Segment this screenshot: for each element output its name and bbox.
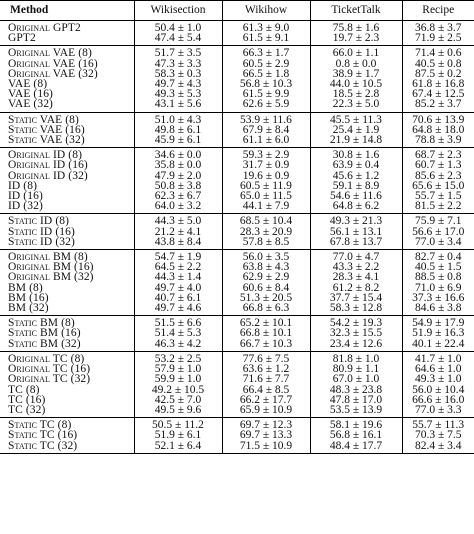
score-cell: 70.6 ± 13.9: [402, 112, 474, 125]
score-cell: 64.5 ± 2.2: [134, 262, 222, 272]
score-cell: 21.9 ± 14.8: [310, 135, 402, 148]
score-cell: 46.3 ± 4.2: [134, 339, 222, 352]
table-row: [0, 148, 474, 161]
table-row: [0, 69, 474, 79]
table-row: [0, 89, 474, 99]
table-row: [0, 171, 474, 181]
score-cell: 64.8 ± 6.2: [310, 201, 402, 214]
score-cell: 43.3 ± 2.2: [310, 262, 402, 272]
table-row: [0, 33, 474, 46]
table-row: [0, 237, 474, 250]
score-cell: 56.0 ± 10.4: [402, 385, 474, 395]
score-cell: 58.1 ± 19.6: [310, 418, 402, 431]
method-cell: Original BM (16): [8, 262, 94, 273]
score-cell: 70.3 ± 7.5: [402, 430, 474, 440]
score-cell: 38.9 ± 1.7: [310, 69, 402, 79]
score-cell: 60.7 ± 1.3: [402, 160, 474, 170]
score-cell: 54.9 ± 17.9: [402, 316, 474, 329]
table-body: [0, 21, 474, 454]
method-cell: Original ID (32): [8, 170, 88, 181]
method-prefix: Original: [8, 374, 50, 385]
table-row: [0, 272, 474, 282]
score-cell: 84.6 ± 3.8: [402, 303, 474, 316]
score-cell: 75.8 ± 1.6: [310, 21, 402, 34]
method-prefix: Original: [8, 364, 50, 375]
score-cell: 43.1 ± 5.6: [134, 99, 222, 112]
table-row: [0, 125, 474, 135]
score-cell: 59.9 ± 1.0: [134, 374, 222, 384]
score-cell: 34.6 ± 0.0: [134, 148, 222, 161]
score-cell: 85.2 ± 3.7: [402, 99, 474, 112]
score-cell: 50.8 ± 3.8: [134, 181, 222, 191]
table-row: [0, 385, 474, 395]
score-cell: 66.8 ± 10.1: [222, 328, 310, 338]
score-cell: 37.3 ± 16.6: [402, 293, 474, 303]
score-cell: 51.9 ± 6.1: [134, 430, 222, 440]
score-cell: 36.8 ± 3.7: [402, 21, 474, 34]
method-cell: BM (16): [8, 292, 49, 304]
method-cell: Original VAE (8): [0, 46, 134, 59]
score-cell: 56.8 ± 10.3: [222, 79, 310, 89]
method-cell: Static ID (8): [0, 214, 134, 227]
score-cell: 44.0 ± 10.5: [310, 79, 402, 89]
method-cell: Static ID (32): [8, 236, 75, 248]
table-row: [0, 364, 474, 374]
score-cell: 40.5 ± 1.5: [402, 262, 474, 272]
score-cell: 82.7 ± 0.4: [402, 250, 474, 263]
score-cell: 0.8 ± 0.0: [310, 59, 402, 69]
method-cell: VAE (32): [8, 99, 53, 111]
score-cell: 53.9 ± 11.6: [222, 112, 310, 125]
score-cell: 58.3 ± 0.3: [134, 69, 222, 79]
score-cell: 65.0 ± 11.5: [222, 191, 310, 201]
score-cell: 61.2 ± 8.2: [310, 283, 402, 293]
method-prefix: Static: [8, 226, 38, 237]
score-cell: 54.2 ± 19.3: [310, 316, 402, 329]
method-cell: Original ID (8): [0, 148, 134, 161]
score-cell: 77.0 ± 3.4: [402, 237, 474, 250]
score-cell: 18.5 ± 2.8: [310, 89, 402, 99]
method-cell: BM (8): [8, 282, 43, 293]
score-cell: 22.3 ± 5.0: [310, 99, 402, 112]
method-prefix: Original: [8, 170, 50, 181]
method-cell: Static TC (16): [8, 430, 78, 441]
method-prefix: Static: [8, 135, 38, 147]
table-row: [0, 374, 474, 384]
method-cell: Static BM (8): [0, 316, 134, 329]
header-row: [0, 1, 474, 21]
method-prefix: Original: [8, 58, 50, 69]
score-cell: 71.9 ± 2.5: [402, 33, 474, 46]
score-cell: 61.5 ± 9.1: [222, 33, 310, 46]
method-prefix: Static: [8, 113, 38, 125]
score-cell: 23.4 ± 12.6: [310, 339, 402, 352]
score-cell: 54.6 ± 11.6: [310, 191, 402, 201]
score-cell: 40.7 ± 6.1: [134, 293, 222, 303]
score-cell: 51.9 ± 16.3: [402, 328, 474, 338]
method-cell: Original VAE (16): [8, 58, 98, 69]
table-row: [0, 316, 474, 329]
score-cell: 58.3 ± 12.8: [310, 303, 402, 316]
score-cell: 21.2 ± 4.1: [134, 227, 222, 237]
score-cell: 62.6 ± 5.9: [222, 99, 310, 112]
score-cell: 71.6 ± 7.7: [222, 374, 310, 384]
score-cell: 61.5 ± 9.9: [222, 89, 310, 99]
score-cell: 65.6 ± 15.0: [402, 181, 474, 191]
score-cell: 60.6 ± 8.4: [222, 283, 310, 293]
score-cell: 19.6 ± 0.9: [222, 171, 310, 181]
score-cell: 40.5 ± 0.8: [402, 59, 474, 69]
method-cell: Original ID (16): [8, 160, 88, 171]
score-cell: 25.4 ± 1.9: [310, 125, 402, 135]
score-cell: 56.0 ± 3.5: [222, 250, 310, 263]
score-cell: 47.9 ± 2.0: [134, 171, 222, 181]
score-cell: 81.8 ± 1.0: [310, 351, 402, 364]
score-cell: 32.3 ± 15.5: [310, 328, 402, 338]
score-cell: 71.0 ± 6.9: [402, 283, 474, 293]
score-cell: 69.7 ± 13.3: [222, 430, 310, 440]
score-cell: 49.7 ± 4.3: [134, 79, 222, 89]
score-cell: 75.9 ± 7.1: [402, 214, 474, 227]
method-prefix: Static: [8, 215, 38, 227]
score-cell: 57.8 ± 8.5: [222, 237, 310, 250]
score-cell: 51.4 ± 5.3: [134, 328, 222, 338]
table-row: [0, 441, 474, 454]
method-cell: Original TC (8): [0, 351, 134, 364]
method-prefix: Static: [8, 430, 38, 441]
table-row: [0, 262, 474, 272]
method-cell: Original TC (16): [8, 364, 91, 375]
method-cell: TC (8): [8, 384, 40, 395]
score-cell: 63.8 ± 4.3: [222, 262, 310, 272]
score-cell: 77.6 ± 7.5: [222, 351, 310, 364]
score-cell: 37.7 ± 15.4: [310, 293, 402, 303]
score-cell: 49.2 ± 10.5: [134, 385, 222, 395]
score-cell: 63.6 ± 1.2: [222, 364, 310, 374]
method-prefix: Original: [8, 160, 50, 171]
score-cell: 45.9 ± 6.1: [134, 135, 222, 148]
table-row: [0, 227, 474, 237]
method-cell: Static VAE (16): [8, 124, 85, 136]
score-cell: 78.8 ± 3.9: [402, 135, 474, 148]
score-cell: 50.4 ± 1.0: [134, 21, 222, 34]
method-cell: TC (32): [8, 404, 46, 416]
method-cell: ID (16): [8, 191, 43, 202]
score-cell: 63.9 ± 0.4: [310, 160, 402, 170]
score-cell: 55.7 ± 1.5: [402, 191, 474, 201]
method-cell: Original BM (8): [0, 250, 134, 263]
score-cell: 66.7 ± 10.3: [222, 339, 310, 352]
header-recipe: Recipe: [402, 1, 474, 21]
score-cell: 44.1 ± 7.9: [222, 201, 310, 214]
score-cell: 65.2 ± 10.1: [222, 316, 310, 329]
method-prefix: Original: [8, 149, 50, 161]
score-cell: 48.4 ± 17.7: [310, 441, 402, 454]
table-row: [0, 214, 474, 227]
score-cell: 30.8 ± 1.6: [310, 148, 402, 161]
table-row: [0, 99, 474, 112]
method-prefix: Original: [8, 22, 50, 34]
score-cell: 66.5 ± 1.8: [222, 69, 310, 79]
score-cell: 68.7 ± 2.3: [402, 148, 474, 161]
method-prefix: Original: [8, 272, 50, 283]
score-cell: 56.6 ± 17.0: [402, 227, 474, 237]
score-cell: 51.0 ± 4.3: [134, 112, 222, 125]
score-cell: 47.3 ± 3.3: [134, 59, 222, 69]
score-cell: 45.6 ± 1.2: [310, 171, 402, 181]
method-cell: Original VAE (32): [8, 68, 98, 80]
method-prefix: Static: [8, 328, 38, 339]
method-cell: BM (32): [8, 303, 49, 315]
score-cell: 54.7 ± 1.9: [134, 250, 222, 263]
score-cell: 49.3 ± 5.3: [134, 89, 222, 99]
method-prefix: Original: [8, 47, 50, 59]
table-row: [0, 21, 474, 34]
score-cell: 49.8 ± 6.1: [134, 125, 222, 135]
table-row: [0, 293, 474, 303]
score-cell: 61.8 ± 16.8: [402, 79, 474, 89]
table-row: [0, 328, 474, 338]
method-cell: Static BM (32): [8, 338, 81, 350]
method-prefix: Static: [8, 236, 38, 248]
score-cell: 67.9 ± 8.4: [222, 125, 310, 135]
table-row: [0, 283, 474, 293]
score-cell: 40.1 ± 22.4: [402, 339, 474, 352]
score-cell: 66.3 ± 1.7: [222, 46, 310, 59]
score-cell: 61.3 ± 9.0: [222, 21, 310, 34]
method-cell: Static VAE (32): [8, 135, 85, 147]
table-row: [0, 430, 474, 440]
method-cell: VAE (16): [8, 89, 53, 100]
score-cell: 55.7 ± 11.3: [402, 418, 474, 431]
score-cell: 31.7 ± 0.9: [222, 160, 310, 170]
score-cell: 41.7 ± 1.0: [402, 351, 474, 364]
score-cell: 64.6 ± 1.0: [402, 364, 474, 374]
score-cell: 66.0 ± 1.1: [310, 46, 402, 59]
header-wikisection: Wikisection: [134, 1, 222, 21]
score-cell: 47.4 ± 5.4: [134, 33, 222, 46]
method-cell: Original TC (32): [8, 374, 91, 385]
table-row: [0, 405, 474, 418]
score-cell: 44.3 ± 5.0: [134, 214, 222, 227]
method-prefix: Original: [8, 352, 50, 365]
score-cell: 51.5 ± 6.6: [134, 316, 222, 329]
score-cell: 67.8 ± 13.7: [310, 237, 402, 250]
score-cell: 68.5 ± 10.4: [222, 214, 310, 227]
table-row: [0, 395, 474, 405]
score-cell: 66.2 ± 17.7: [222, 395, 310, 405]
table-row: [0, 201, 474, 214]
score-cell: 49.5 ± 9.6: [134, 405, 222, 418]
score-cell: 49.3 ± 21.3: [310, 214, 402, 227]
table-row: [0, 191, 474, 201]
method-cell: ID (32): [8, 201, 43, 213]
score-cell: 66.8 ± 6.3: [222, 303, 310, 316]
score-cell: 53.2 ± 2.5: [134, 351, 222, 364]
score-cell: 71.4 ± 0.6: [402, 46, 474, 59]
score-cell: 64.8 ± 18.0: [402, 125, 474, 135]
method-cell: Static ID (16): [8, 226, 75, 237]
score-cell: 56.1 ± 13.1: [310, 227, 402, 237]
method-prefix: Static: [8, 338, 38, 350]
score-cell: 28.3 ± 4.1: [310, 272, 402, 282]
score-cell: 66.6 ± 16.0: [402, 395, 474, 405]
score-cell: 82.4 ± 3.4: [402, 441, 474, 454]
score-cell: 62.9 ± 2.9: [222, 272, 310, 282]
method-cell: TC (16): [8, 394, 46, 405]
table-row: [0, 135, 474, 148]
score-cell: 81.5 ± 2.2: [402, 201, 474, 214]
score-cell: 66.4 ± 8.5: [222, 385, 310, 395]
score-cell: 62.3 ± 6.7: [134, 191, 222, 201]
method-cell: ID (8): [8, 180, 38, 192]
method-cell: GPT2: [8, 33, 36, 45]
score-cell: 53.5 ± 13.9: [310, 405, 402, 418]
method-prefix: Static: [8, 317, 38, 329]
table-row: [0, 351, 474, 364]
method-cell: Original GPT2: [0, 21, 134, 34]
header-tickettalk: TicketTalk: [310, 1, 402, 21]
table-row: [0, 59, 474, 69]
score-cell: 77.0 ± 4.7: [310, 250, 402, 263]
table-row: [0, 79, 474, 89]
score-cell: 48.3 ± 23.8: [310, 385, 402, 395]
score-cell: 57.9 ± 1.0: [134, 364, 222, 374]
score-cell: 80.9 ± 1.1: [310, 364, 402, 374]
score-cell: 59.1 ± 8.9: [310, 181, 402, 191]
method-cell: Original BM (32): [8, 272, 94, 283]
score-cell: 60.5 ± 2.9: [222, 59, 310, 69]
score-cell: 85.6 ± 2.3: [402, 171, 474, 181]
score-cell: 59.3 ± 2.9: [222, 148, 310, 161]
score-cell: 45.5 ± 11.3: [310, 112, 402, 125]
score-cell: 19.7 ± 2.3: [310, 33, 402, 46]
method-cell: Static TC (32): [0, 441, 134, 454]
method-prefix: Original: [8, 262, 50, 273]
score-cell: 49.7 ± 4.6: [134, 303, 222, 316]
method-prefix: Original: [8, 251, 50, 263]
score-cell: 77.0 ± 3.3: [402, 405, 474, 418]
score-cell: 51.3 ± 20.5: [222, 293, 310, 303]
score-cell: 56.8 ± 16.1: [310, 430, 402, 440]
score-cell: 71.5 ± 10.9: [222, 441, 310, 454]
method-prefix: Static: [8, 419, 38, 431]
table-row: [0, 46, 474, 59]
method-prefix: Static: [8, 440, 38, 452]
table-row: [0, 250, 474, 263]
method-cell: Static BM (16): [8, 328, 81, 339]
score-cell: 49.7 ± 4.0: [134, 283, 222, 293]
table-row: [0, 339, 474, 352]
score-cell: 51.7 ± 3.5: [134, 46, 222, 59]
score-cell: 28.3 ± 20.9: [222, 227, 310, 237]
table-row: [0, 181, 474, 191]
score-cell: 60.5 ± 11.9: [222, 181, 310, 191]
score-cell: 65.9 ± 10.9: [222, 405, 310, 418]
score-cell: 87.5 ± 0.2: [402, 69, 474, 79]
score-cell: 64.0 ± 3.2: [134, 201, 222, 214]
method-prefix: Original: [8, 68, 50, 80]
score-cell: 67.0 ± 1.0: [310, 374, 402, 384]
score-cell: 88.5 ± 0.8: [402, 272, 474, 282]
method-prefix: Static: [8, 124, 38, 136]
score-cell: 43.8 ± 8.4: [134, 237, 222, 250]
header-method: Method: [0, 1, 134, 21]
score-cell: 44.3 ± 1.4: [134, 272, 222, 282]
method-cell: Static TC (8): [0, 418, 134, 431]
score-cell: 49.3 ± 1.0: [402, 374, 474, 384]
score-cell: 35.8 ± 0.0: [134, 160, 222, 170]
score-cell: 42.5 ± 7.0: [134, 395, 222, 405]
method-cell: VAE (8): [8, 79, 48, 90]
table-row: [0, 303, 474, 316]
table-row: [0, 160, 474, 170]
method-cell: Static VAE (8): [0, 112, 134, 125]
score-cell: 50.5 ± 11.2: [134, 418, 222, 431]
score-cell: 61.1 ± 6.0: [222, 135, 310, 148]
score-cell: 69.7 ± 12.3: [222, 418, 310, 431]
score-cell: 47.8 ± 17.0: [310, 395, 402, 405]
header-wikihow: Wikihow: [222, 1, 310, 21]
score-cell: 67.4 ± 12.5: [402, 89, 474, 99]
score-cell: 52.1 ± 6.4: [134, 441, 222, 454]
table-row: [0, 418, 474, 431]
table-row: [0, 112, 474, 125]
